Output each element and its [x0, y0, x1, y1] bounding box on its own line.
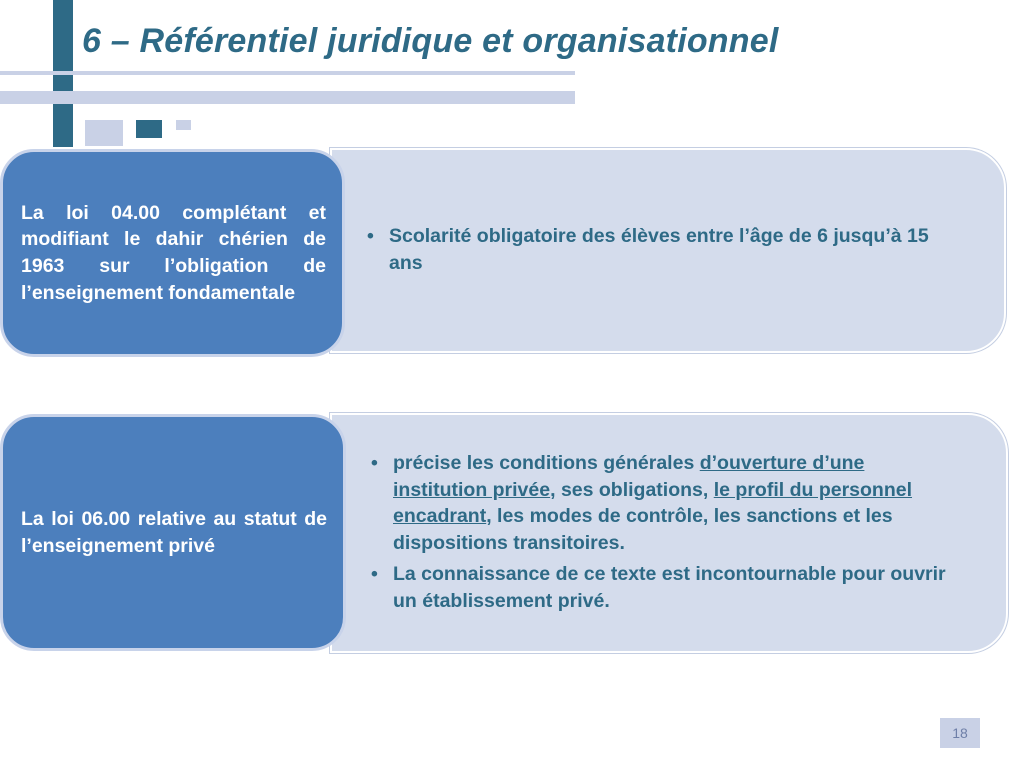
bullet-marker: •	[367, 225, 374, 247]
bullet-text: La connaissance de ce texte est incontournable pour ouvrir un établissement privé.	[393, 562, 946, 612]
bullet-text-part: , les modes de contrôle, les sanctions et les dispositions transitoires.	[393, 505, 893, 555]
decor-square-large	[85, 120, 123, 146]
law-box-06-00	[0, 414, 346, 651]
bullet-list-2	[371, 450, 961, 618]
law-box-text: La loi 06.00 relative au statut de l’enseignement privé	[21, 507, 327, 557]
slide-title: 6 – Référentiel juridique et organisationnel	[82, 22, 779, 60]
underlined-phrase-personnel: le profil du personnel encadrant	[393, 478, 913, 528]
bullet-marker: •	[371, 562, 378, 585]
header-thin-line	[0, 71, 575, 75]
bullet-text: Scolarité obligatoire des élèves entre l’âge de 6 jusqu’à 15 ans	[389, 225, 929, 274]
bullet-marker: •	[371, 452, 378, 474]
list-item	[371, 561, 961, 614]
law-box-04-00	[0, 149, 345, 357]
header-thick-line	[0, 91, 575, 104]
decor-square-small	[176, 120, 191, 130]
bullet-list-1	[367, 223, 957, 280]
list-item	[371, 450, 961, 557]
decor-square-dark	[136, 120, 162, 138]
law-box-text: La loi 04.00 complétant et modifiant le dahir chérien de 1963 sur l’obligation de l’enseignement fondamentale	[21, 201, 326, 304]
bullet-text-part: , ses obligations,	[550, 478, 714, 501]
bullet-text-part: précise les conditions générales	[393, 452, 700, 474]
list-item	[367, 223, 957, 276]
underlined-phrase-institution: d’ouverture d’une institution privée	[393, 452, 865, 501]
page-number: 18	[940, 718, 980, 748]
